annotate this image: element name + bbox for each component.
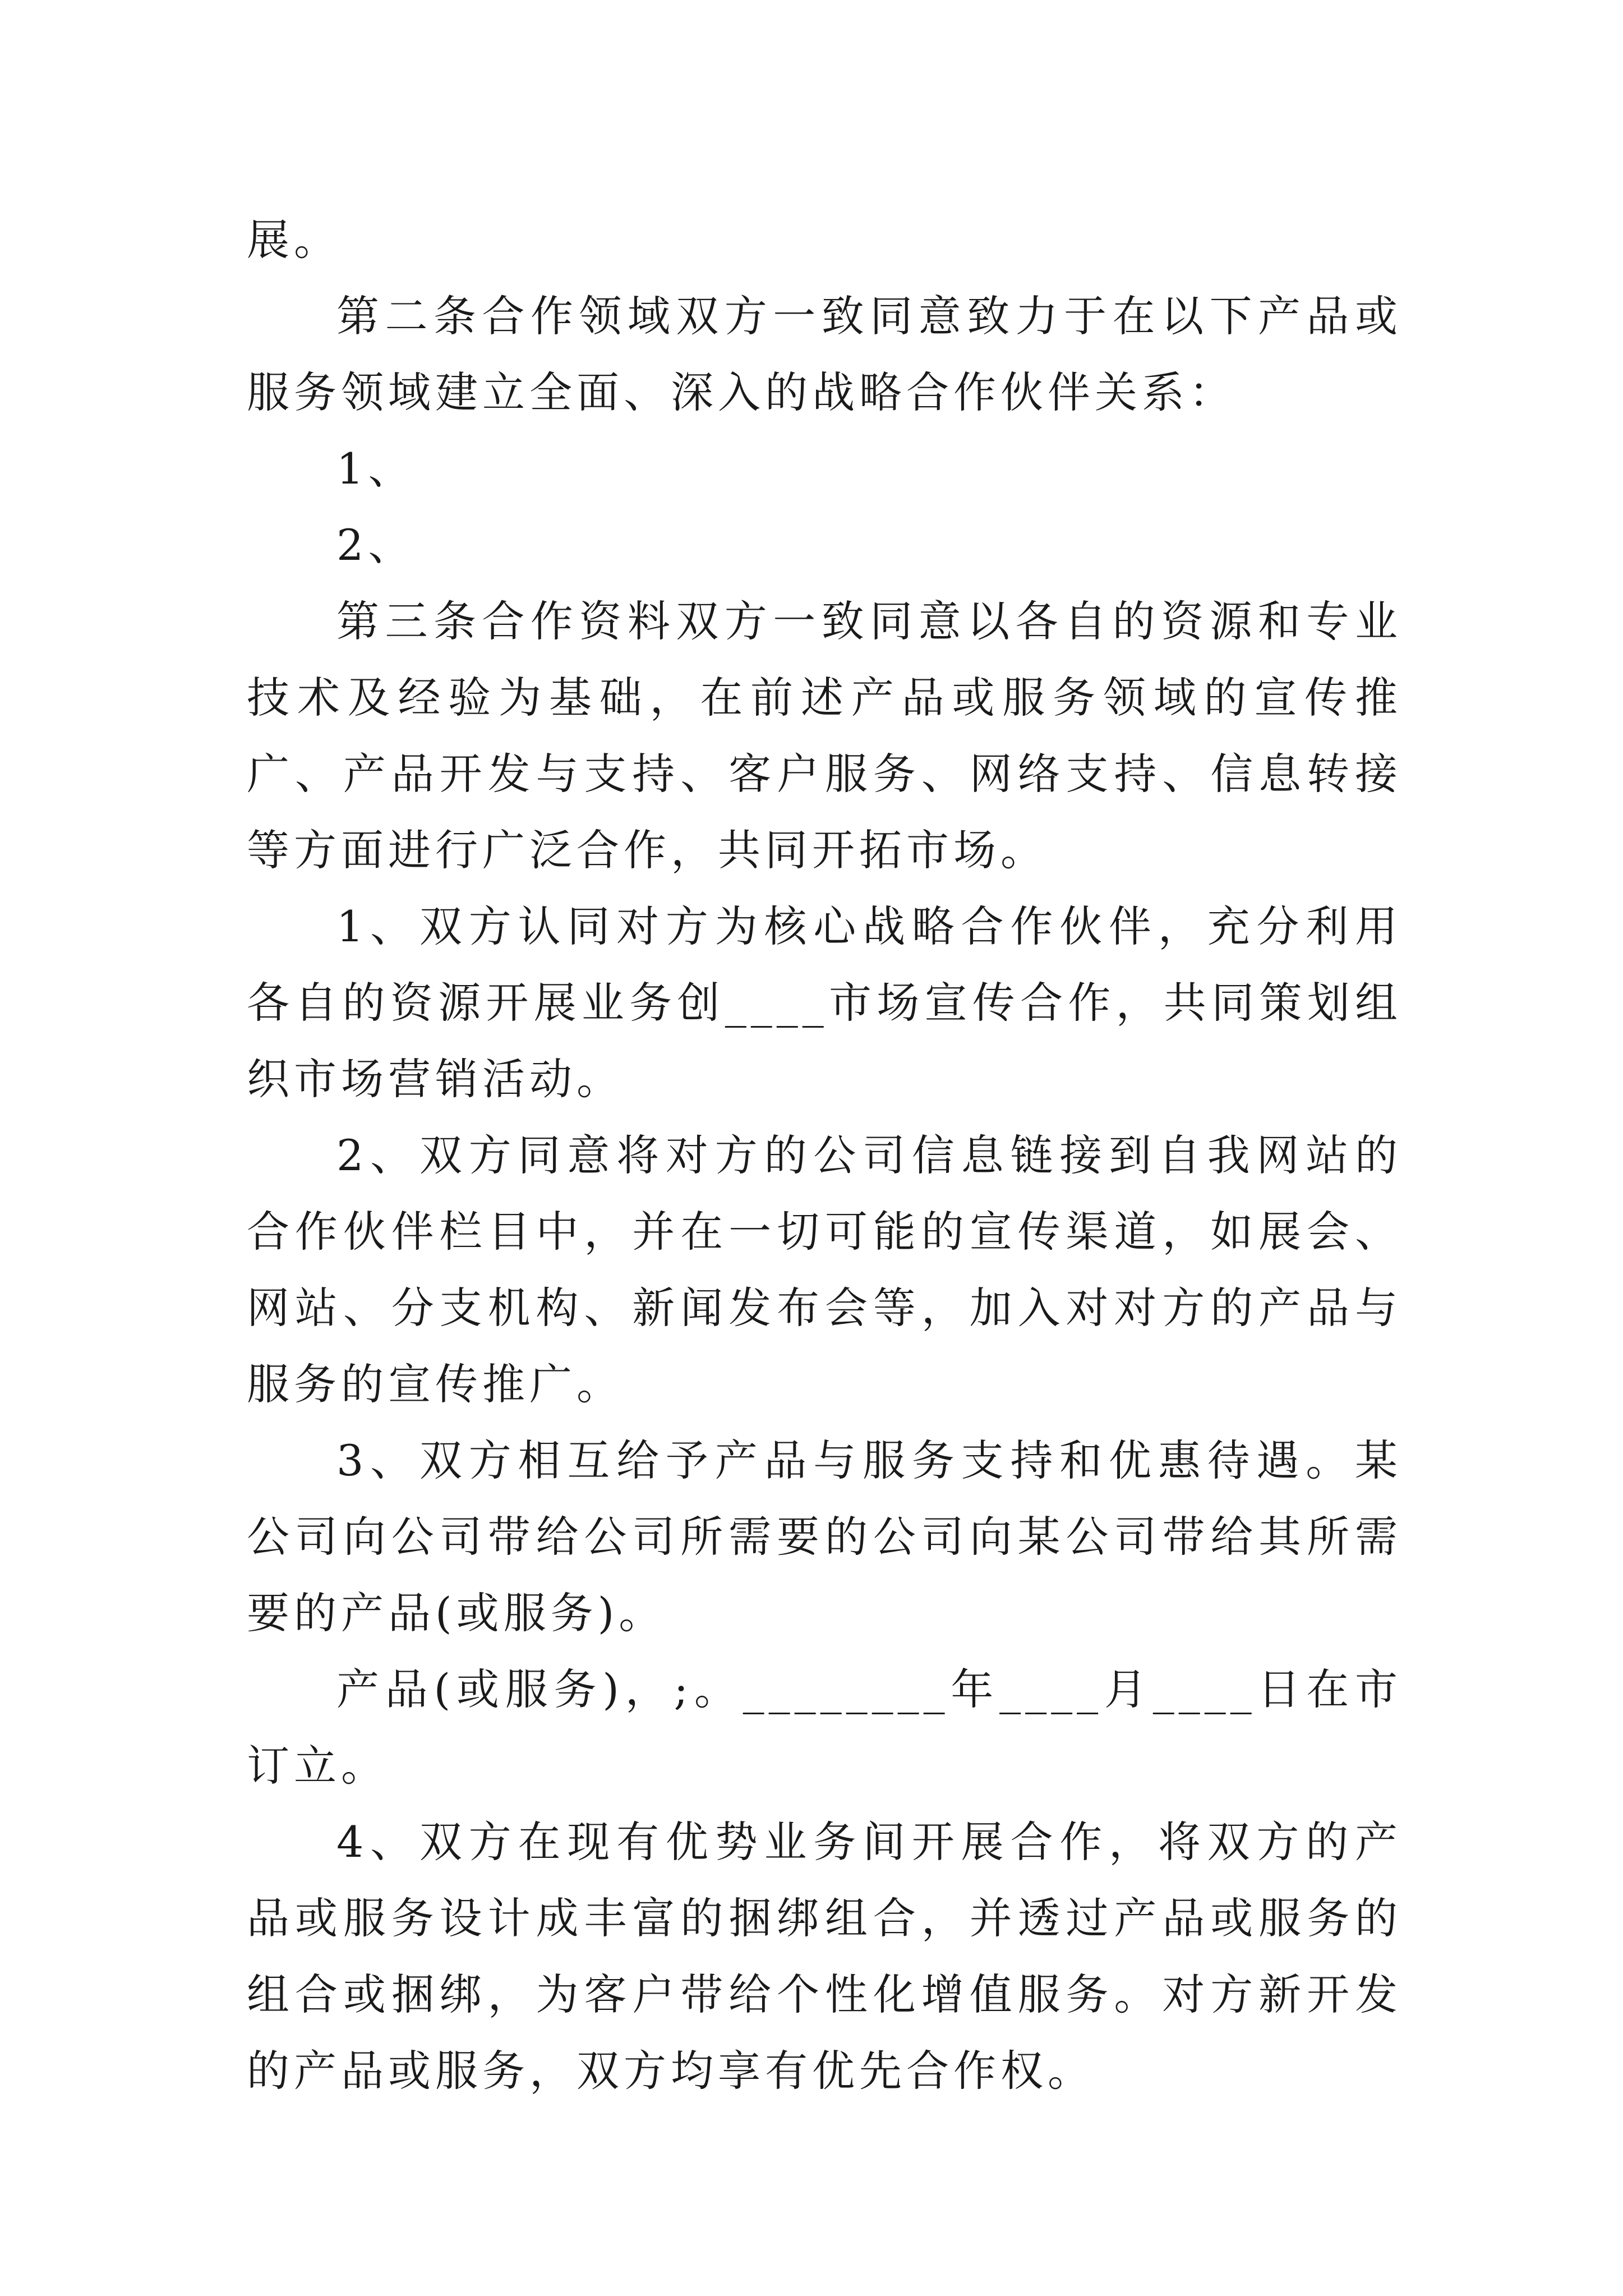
- paragraph-clause-2: 2、双方同意将对方的公司信息链接到自我网站的合作伙伴栏目中，并在一切可能的宣传渠道，如展会、网站、分支机构、新闻发布会等，加入对对方的产品与服务的宣传推广。: [247, 1130, 1402, 1409]
- paragraph-clause-3: 3、双方相互给予产品与服务支持和优惠待遇。某公司向公司带给公司所需要的公司向某公司带给其所需要的产品(或服务)。: [247, 1435, 1402, 1638]
- paragraph-article-two: 第二条合作领域双方一致同意致力于在以下产品或服务领域建立全面、深入的战略合作伙伴关系：: [247, 291, 1402, 417]
- paragraph-clause-1: 1、双方认同对方为核心战略合作伙伴，充分利用各自的资源开展业务创____市场宣传合作，共同策划组织市场营销活动。: [247, 901, 1402, 1104]
- paragraph-clause-4: 4、双方在现有优势业务间开展合作，将双方的产品或服务设计成丰富的捆绑组合，并透过产品或服务的组合或捆绑，为客户带给个性化增值服务。对方新开发的产品或服务，双方均享有优先合作权。: [247, 1817, 1402, 2096]
- paragraph-continuation: 展。: [247, 215, 341, 265]
- paragraph-signing-date: 产品(或服务)，;。________年____月____日在市订立。: [247, 1664, 1402, 1791]
- document-body: [247, 202, 1402, 2109]
- paragraph-item-2: 2、: [336, 520, 416, 570]
- paragraph-item-1: 1、: [336, 444, 416, 494]
- paragraph-article-three: 第三条合作资料双方一致同意以各自的资源和专业技术及经验为基础，在前述产品或服务领域的宣传推广、产品开发与支持、客户服务、网络支持、信息转接等方面进行广泛合作，共同开拓市场。: [247, 596, 1402, 875]
